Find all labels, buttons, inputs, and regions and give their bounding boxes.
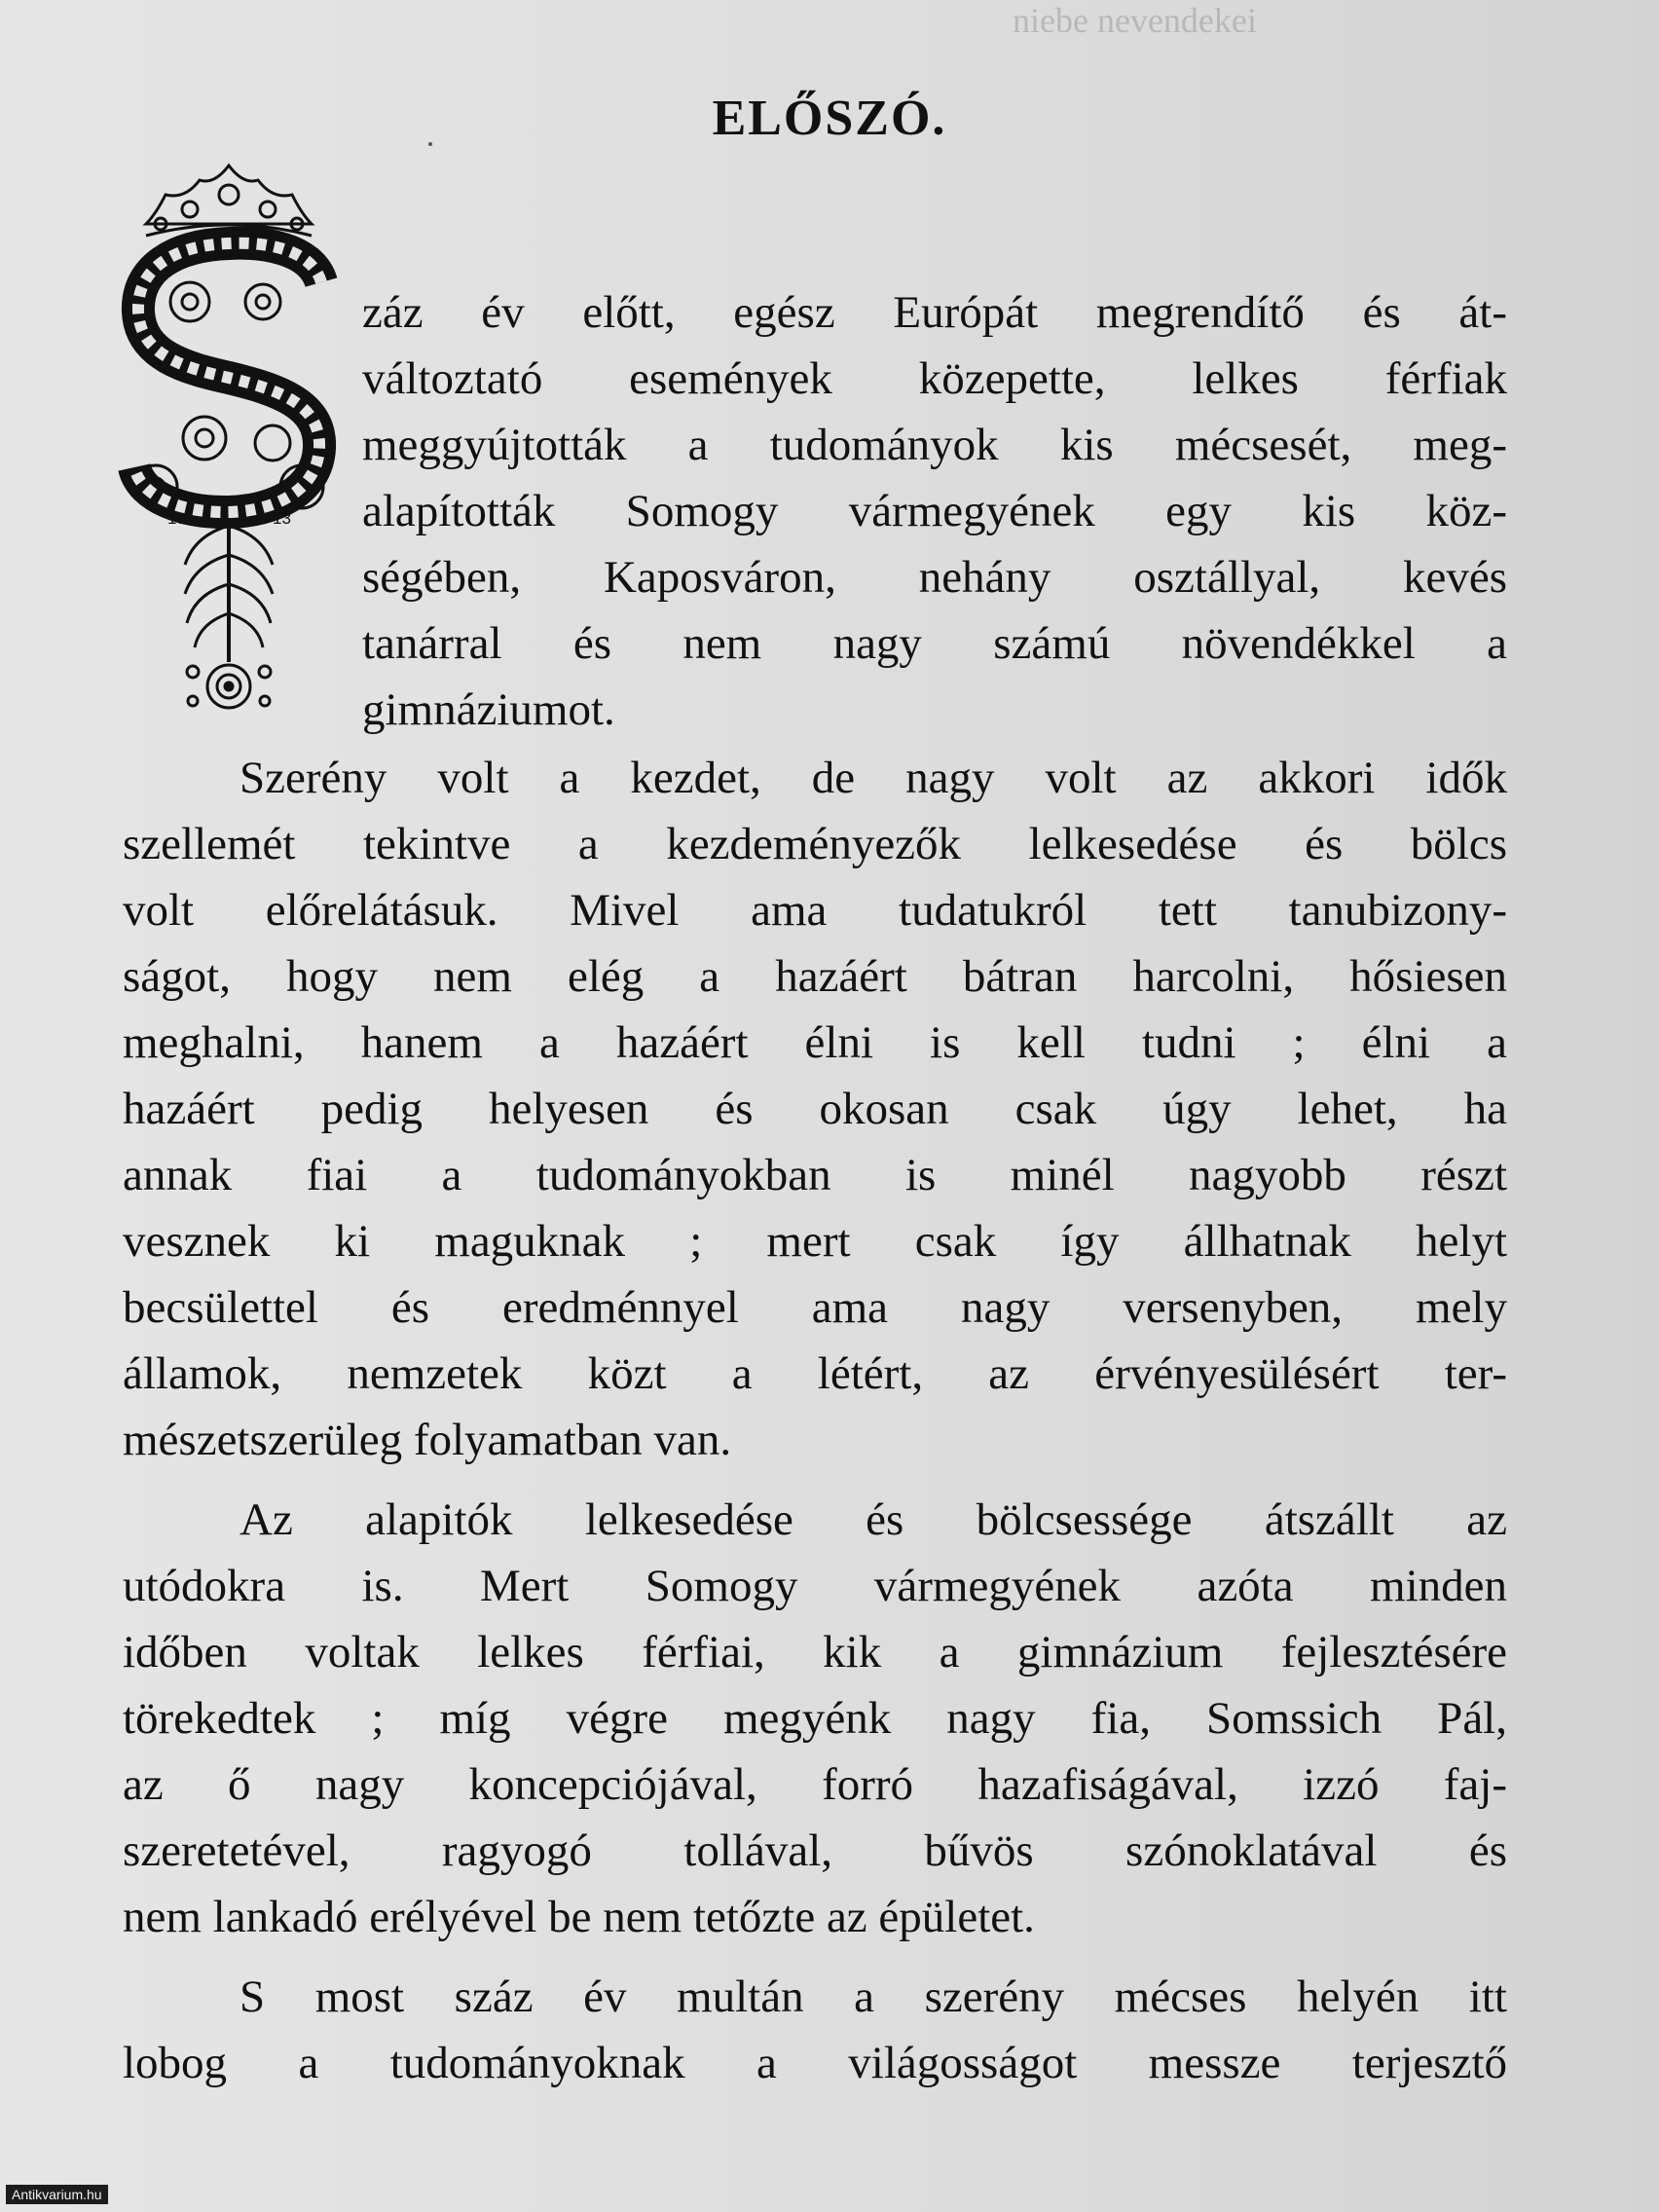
text-line: ságot, hogy nem elég a hazáért bátran harcolni, hősiesen: [123, 951, 1507, 1002]
text-line: meghalni, hanem a hazáért élni is kell tudni ; élni a: [123, 1017, 1507, 1068]
dropcap-year-right: 13: [273, 509, 291, 528]
text-line: nem lankadó erélyével be nem tetőzte az épületet.: [123, 1892, 1035, 1942]
text-line: záz év előtt, egész Európát megrendítő és át-: [362, 287, 1507, 338]
text-line: mészetszerüleg folyamatban van.: [123, 1415, 732, 1465]
text-line: volt előrelátásuk. Mivel ama tudatukról tett tanubizony-: [123, 885, 1507, 936]
text-line: utódokra is. Mert Somogy vármegyének azóta minden: [123, 1561, 1507, 1611]
source-watermark: Antikvarium.hu: [6, 2185, 108, 2204]
text-line: Az alapitók lelkesedése és bölcsessége átszállt az: [240, 1494, 1507, 1545]
text-line: szeretetével, ragyogó tollával, bűvös szónoklatával és: [123, 1825, 1507, 1876]
text-line: Szerény volt a kezdet, de nagy volt az akkori idők: [240, 753, 1507, 803]
page-title: ELŐSZÓ.: [712, 91, 947, 146]
dropcap-year-left: 19: [167, 509, 186, 528]
text-line: S most száz év multán a szerény mécses helyén itt: [240, 1972, 1507, 2022]
text-line: vesznek ki maguknak ; mert csak így állhatnak helyt: [123, 1216, 1507, 1267]
text-line: az ő nagy koncepciójával, forró hazafiságával, izzó faj-: [123, 1759, 1507, 1810]
text-line: szellemét tekintve a kezdeményezők lelkesedése és bölcs: [123, 819, 1507, 869]
text-line: annak fiai a tudományokban is minél nagyobb részt: [123, 1150, 1507, 1200]
text-line: gimnáziumot.: [362, 684, 615, 735]
text-line: lobog a tudományoknak a világosságot messze terjesztő: [123, 2038, 1507, 2088]
text-line: becsülettel és eredménnyel ama nagy versenyben, mely: [123, 1282, 1507, 1333]
bleed-through-text: niebe nevendekei: [1013, 1, 1257, 40]
text-line: hazáért pedig helyesen és okosan csak úgy lehet, ha: [123, 1084, 1507, 1134]
text-line: változtató események közepette, lelkes férfiak: [362, 353, 1507, 404]
text-line: államok, nemzetek közt a létért, az érvényesülésért ter-: [123, 1348, 1507, 1399]
text-line: ségében, Kaposváron, nehány osztállyal, kevés: [362, 552, 1507, 603]
text-line: meggyújtották a tudományok kis mécsesét, meg-: [362, 420, 1507, 470]
text-line: tanárral és nem nagy számú növendékkel a: [362, 618, 1507, 669]
text-line: alapították Somogy vármegyének egy kis köz-: [362, 486, 1507, 536]
text-line: időben voltak lelkes férfiai, kik a gimnázium fejlesztésére: [123, 1627, 1507, 1677]
text-line: törekedtek ; míg végre megyénk nagy fia, Somssich Pál,: [123, 1693, 1507, 1744]
